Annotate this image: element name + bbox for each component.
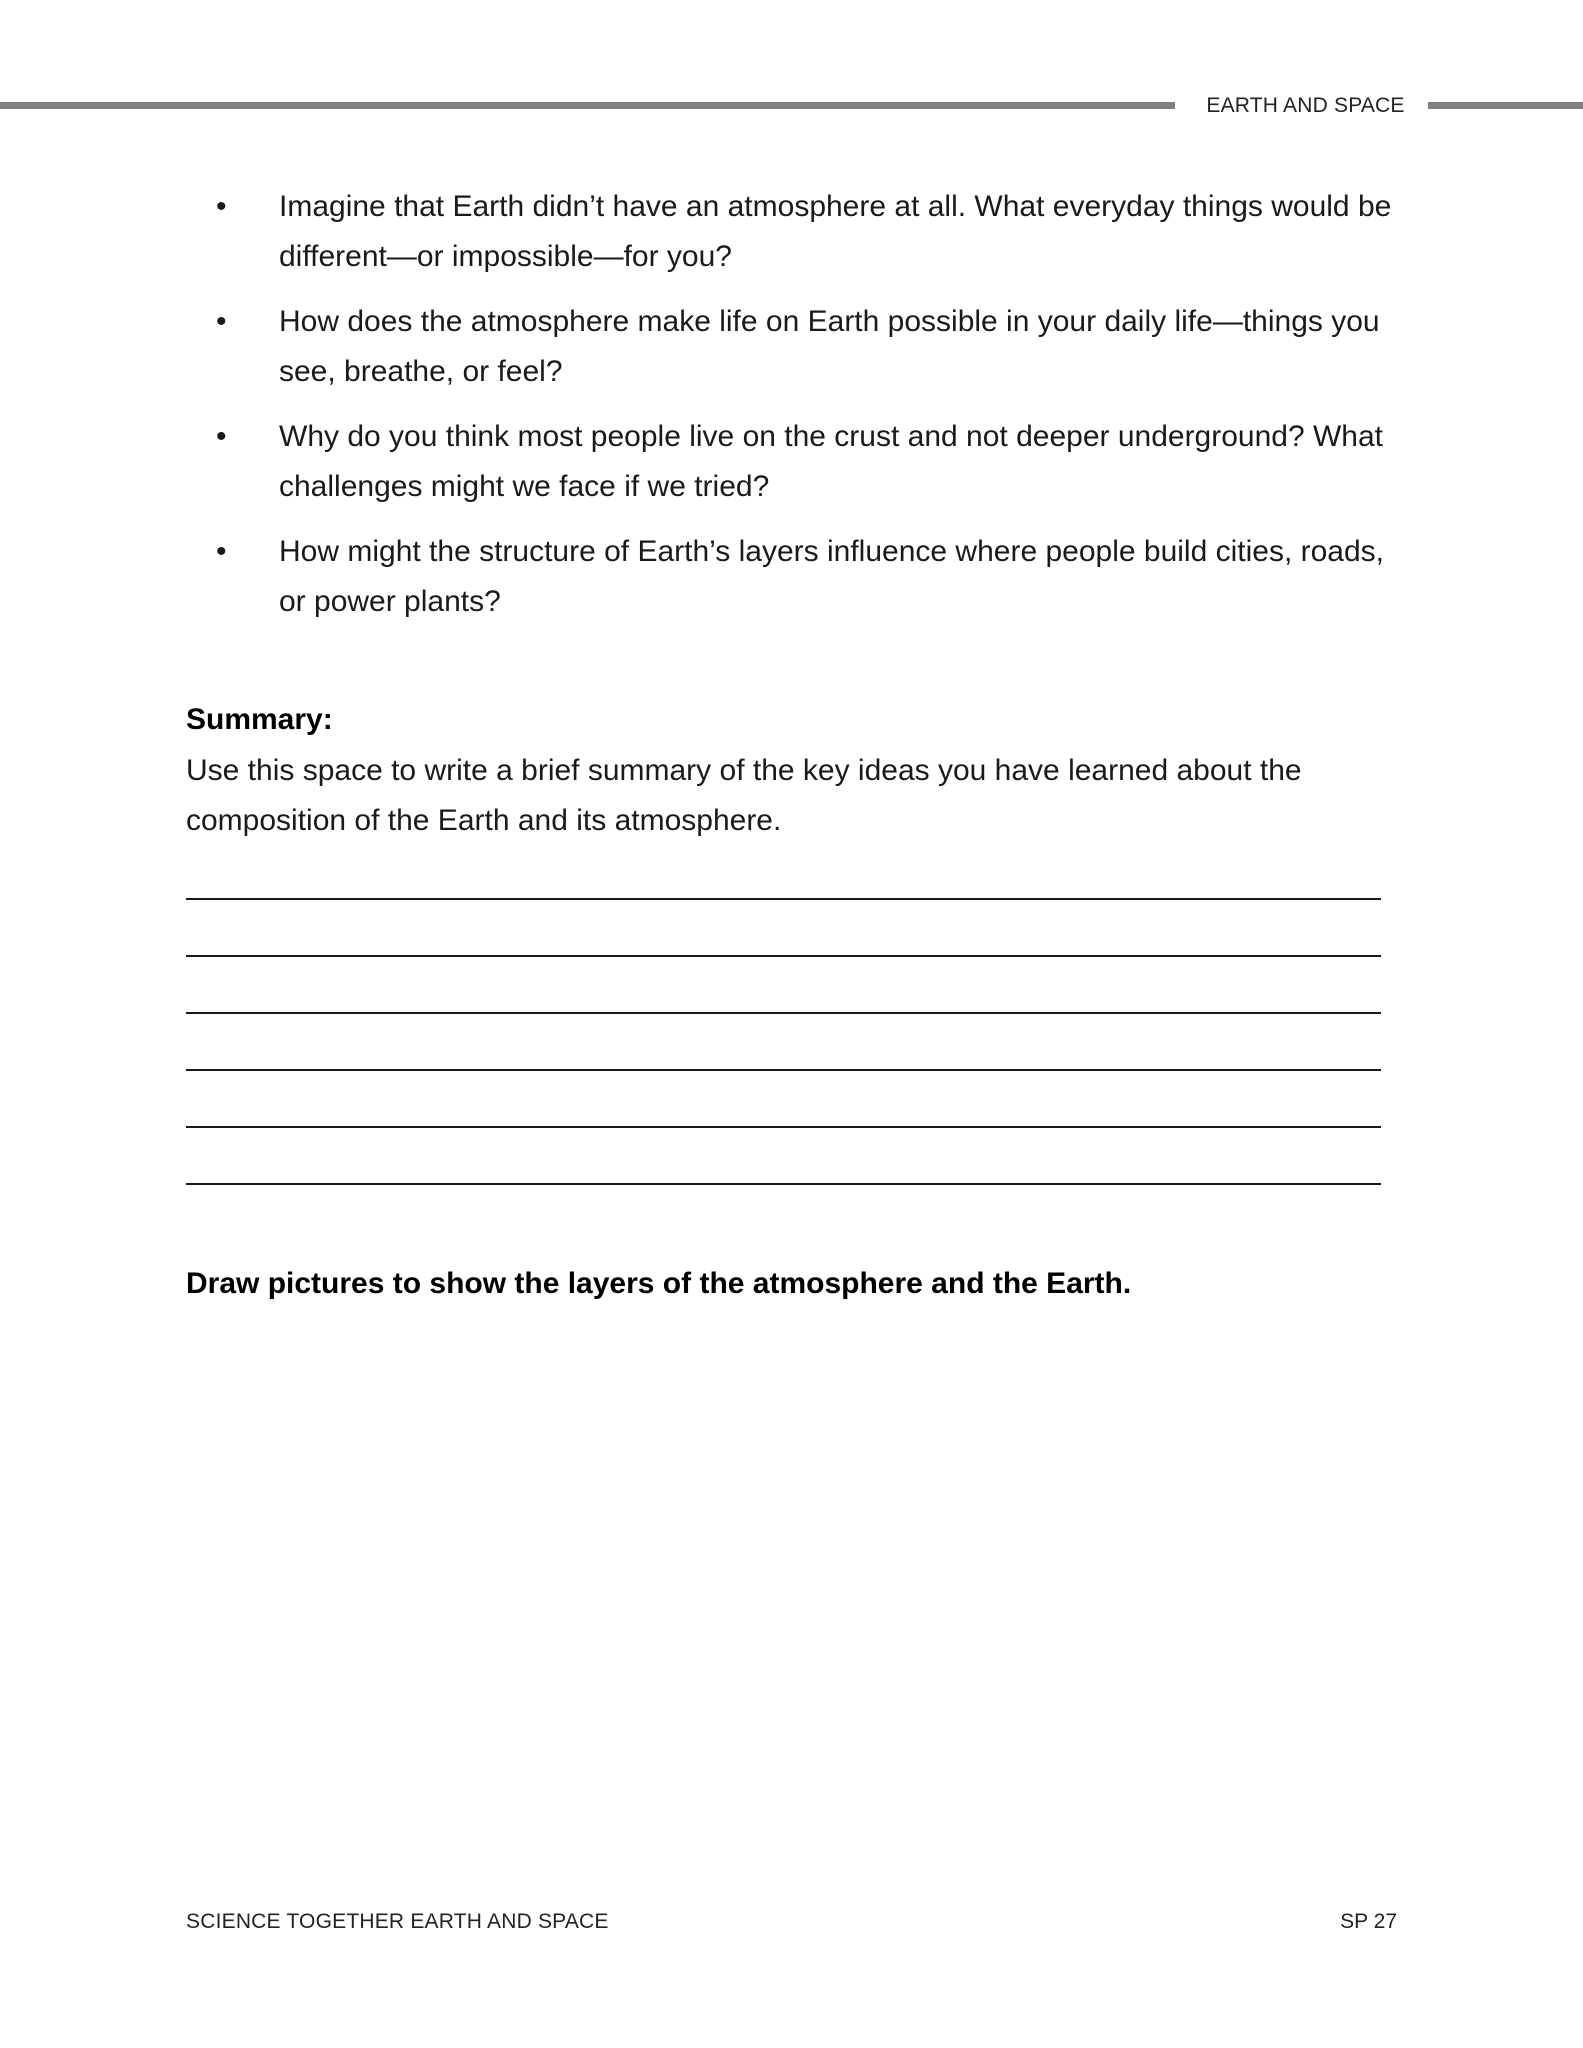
question-item xyxy=(208,412,1408,512)
question-text: How might the structure of Earth’s layers influence where people build cities, roads, or power plants? xyxy=(279,535,1385,618)
section-label: EARTH AND SPACE xyxy=(1206,94,1405,117)
summary-writing-line[interactable] xyxy=(186,1012,1381,1014)
summary-writing-line[interactable] xyxy=(186,1069,1381,1071)
question-text: How does the atmosphere make life on Earth possible in your daily life—things you see, breathe, or feel? xyxy=(279,305,1380,388)
summary-writing-line[interactable] xyxy=(186,1183,1381,1185)
reflection-questions-list xyxy=(208,182,1408,642)
summary-writing-line[interactable] xyxy=(186,955,1381,957)
header-rule-right xyxy=(1428,102,1583,109)
footer-book-title: SCIENCE TOGETHER EARTH AND SPACE xyxy=(186,1910,609,1933)
summary-writing-line[interactable] xyxy=(186,898,1381,900)
question-item xyxy=(208,297,1408,397)
summary-instructions: Use this space to write a brief summary of the key ideas you have learned about the composition of the Earth and its atmosphere. xyxy=(186,754,1302,837)
bullet-icon: • xyxy=(216,305,227,338)
bullet-icon: • xyxy=(216,420,227,453)
header-rule-left xyxy=(0,102,1175,109)
page-number: SP 27 xyxy=(1340,1910,1397,1933)
summary-heading: Summary: xyxy=(186,703,333,736)
summary-writing-line[interactable] xyxy=(186,1126,1381,1128)
question-text: Imagine that Earth didn’t have an atmosphere at all. What everyday things would be different—or impossible—for you? xyxy=(279,190,1392,273)
bullet-icon: • xyxy=(216,535,227,568)
drawing-area[interactable] xyxy=(186,1320,1396,1840)
question-text: Why do you think most people live on the crust and not deeper underground? What challenges might we face if we tried? xyxy=(279,420,1384,503)
question-item xyxy=(208,182,1408,282)
question-item xyxy=(208,527,1408,627)
drawing-prompt-heading: Draw pictures to show the layers of the atmosphere and the Earth. xyxy=(186,1267,1132,1300)
bullet-icon: • xyxy=(216,190,227,223)
